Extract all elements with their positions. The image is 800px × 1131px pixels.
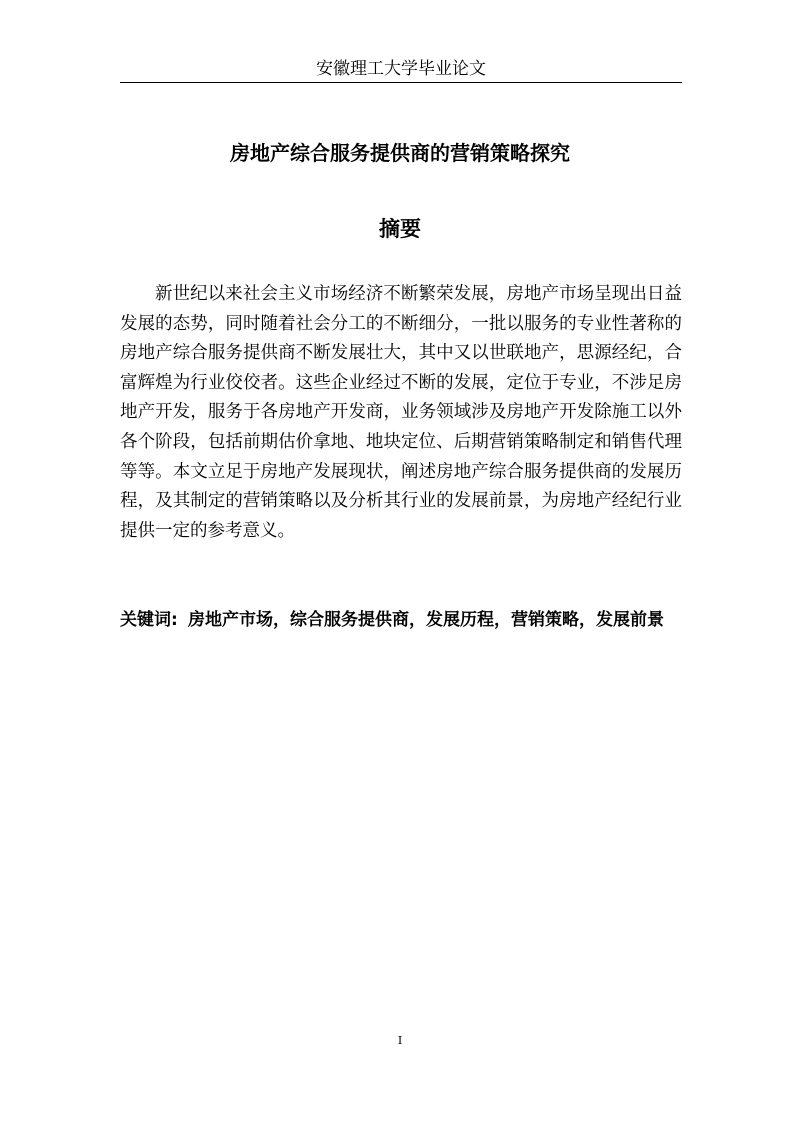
running-header <box>120 56 682 83</box>
keywords-section <box>120 606 682 634</box>
abstract-paragraph: 新世纪以来社会主义市场经济不断繁荣发展，房地产市场呈现出日益发展的态势，同时随着社会分工的不断细分，一批以服务的专业性著称的房地产综合服务提供商不断发展壮大，其中又以世联地产，思源经纪，合富辉煌为行业佼佼者。这些企业经过不断的发展，定位于专业，不涉足房地产开发，服务于各房地产开发商，业务领域涉及房地产开发除施工以外各个阶段，包括前期估价拿地、地块定位、后期营销策略制定和销售代理等等。本文立足于房地产发展现状，阐述房地产综合服务提供商的发展历程，及其制定的营销策略以及分析其行业的发展前景，为房地产经纪行业提供一定的参考意义。 <box>120 284 682 541</box>
keywords-text: 房地产市场，综合服务提供商，发展历程，营销策略，发展前景 <box>188 610 664 630</box>
abstract-heading: 摘要 <box>379 217 421 241</box>
keywords-label: 关键词: <box>120 610 178 630</box>
page-number: I <box>397 1034 403 1047</box>
thesis-title: 房地产综合服务提供商的营销策略探究 <box>230 141 570 165</box>
running-header-text: 安徽理工大学毕业论文 <box>316 59 486 79</box>
